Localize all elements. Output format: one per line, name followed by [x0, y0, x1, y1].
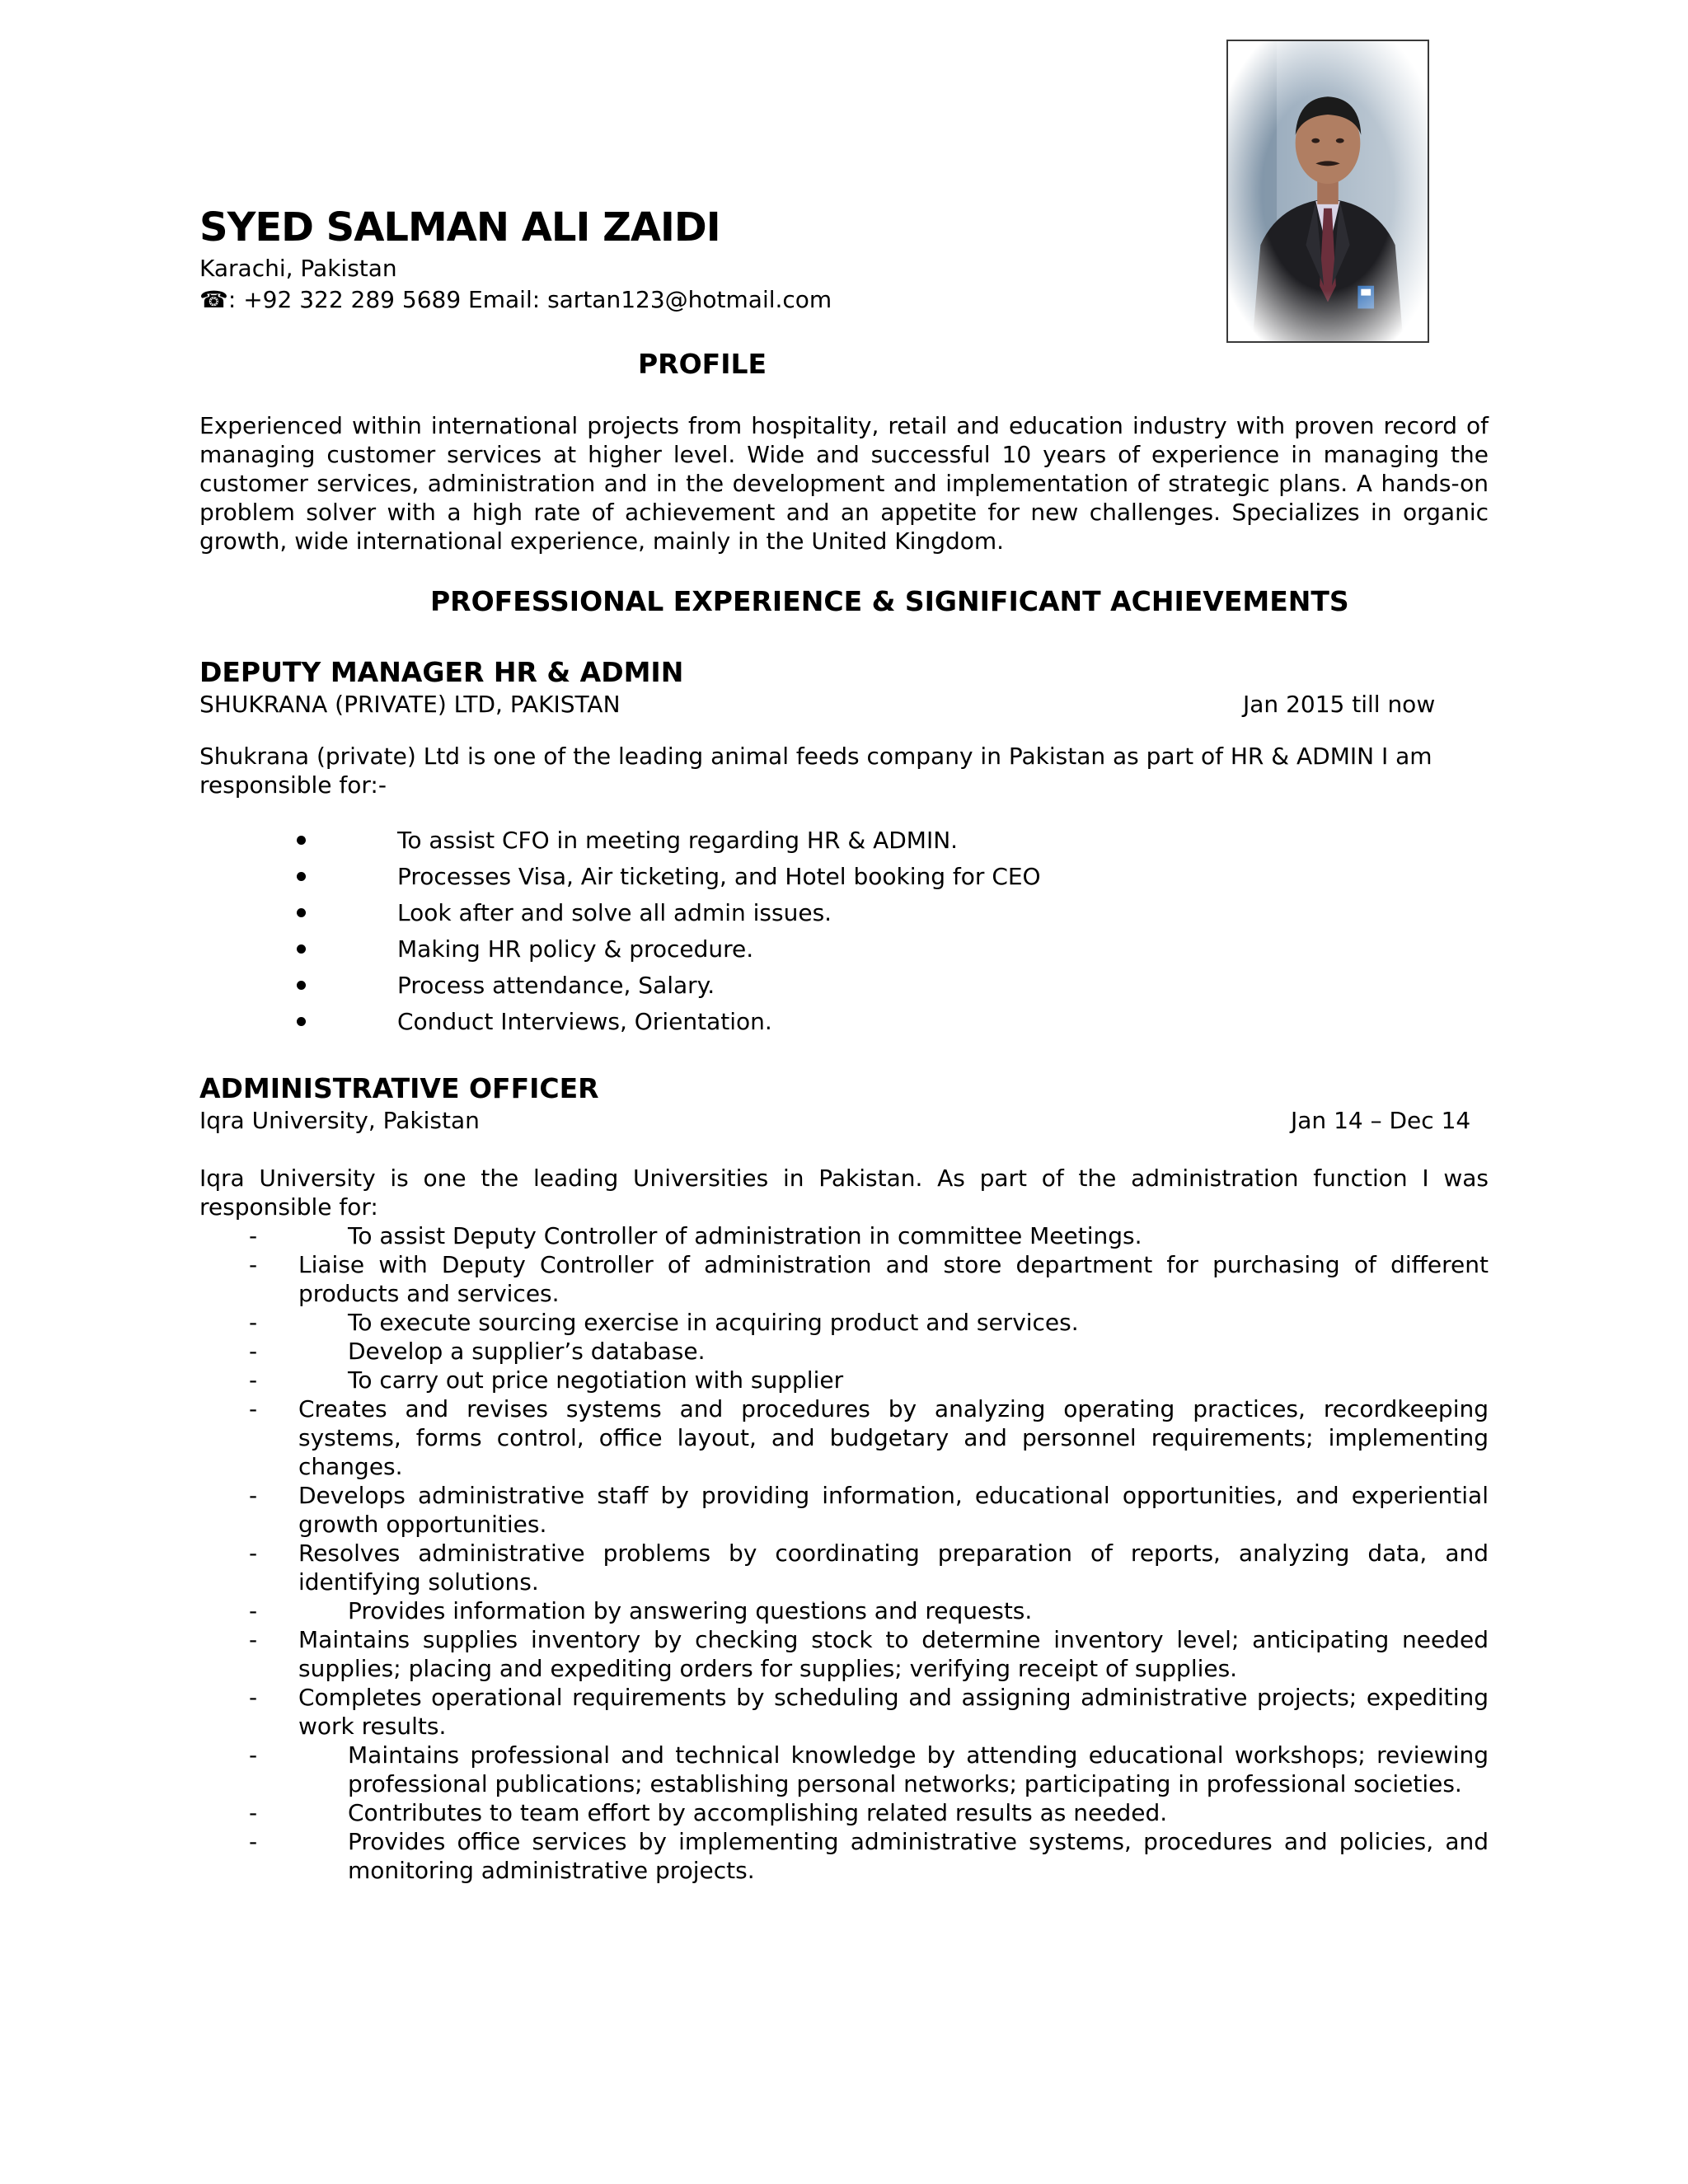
bullet-icon [297, 872, 306, 881]
job-title: DEPUTY MANAGER HR & ADMIN [199, 656, 684, 688]
list-item: - Develops administrative staff by providing information, educational opportunities, and experiential growth opportunities. [249, 1482, 1489, 1538]
employer: SHUKRANA (PRIVATE) LTD, PAKISTAN [199, 691, 621, 718]
list-item: - To carry out price negotiation with supplier [249, 1366, 844, 1394]
list-item: - Maintains supplies inventory by checking stock to determine inventory level; anticipating needed supplies; placing and expediting orders for supplies; verifying receipt of supplies. [249, 1626, 1489, 1682]
portrait-image [1228, 41, 1428, 341]
list-item: - Liaise with Deputy Controller of administration and store department for purchasing of different products and services. [249, 1251, 1489, 1307]
list-item: - Provides office services by implementing administrative systems, procedures and policies, and monitoring administrative projects. [249, 1828, 1489, 1884]
list-item: - To execute sourcing exercise in acquiring product and services. [249, 1309, 1079, 1336]
list-item: - Completes operational requirements by scheduling and assigning administrative projects; expediting work results. [249, 1684, 1489, 1740]
list-item: - To assist Deputy Controller of administration in committee Meetings. [249, 1222, 1142, 1249]
list-item: Process attendance, Salary. [297, 968, 1041, 1004]
profile-photo [1226, 40, 1429, 343]
contact-info: ☎: +92 322 289 5689 Email: sartan123@hotmail.com [199, 286, 832, 313]
duties-list [199, 1221, 1489, 1885]
profile-text: Experienced within international projects from hospitality, retail and education industry with proven record of managing customer services at higher level. Wide and successful 10 years of experience in managing the customer services, administration and in the development and implementation of strategic plans. A hands-on problem solver with a high rate of achievement and an appetite for new challenges. Specializes in organic growth, wide international experience, mainly in the United Kingdom. [199, 412, 1489, 555]
bullet-icon [297, 836, 306, 845]
list-item: To assist CFO in meeting regarding HR & ADMIN. [297, 823, 1041, 859]
profile-heading: PROFILE [638, 348, 767, 380]
list-item: Conduct Interviews, Orientation. [297, 1004, 1041, 1040]
job-title: ADMINISTRATIVE OFFICER [199, 1072, 599, 1104]
candidate-name: SYED SALMAN ALI ZAIDI [199, 204, 720, 251]
location: Karachi, Pakistan [199, 255, 397, 282]
job-intro: Shukrana (private) Ltd is one of the leading animal feeds company in Pakistan as part of HR & ADMIN I am responsible for:- [199, 743, 1432, 799]
bullet-icon [297, 1017, 306, 1026]
list-item: - Maintains professional and technical knowledge by attending educational workshops; reviewing professional publications; establishing personal networks; participating in professional societies. [249, 1741, 1489, 1797]
list-item: - Resolves administrative problems by coordinating preparation of reports, analyzing data, and identifying solutions. [249, 1540, 1489, 1596]
list-item: - Contributes to team effort by accomplishing related results as needed. [249, 1799, 1168, 1826]
list-item: Processes Visa, Air ticketing, and Hotel booking for CEO [297, 859, 1041, 895]
bullet-icon [297, 944, 306, 954]
bullet-icon [297, 981, 306, 990]
list-item: Making HR policy & procedure. [297, 931, 1041, 968]
bullet-icon [297, 908, 306, 917]
job-dates: Jan 14 – Dec 14 [1291, 1107, 1471, 1134]
job-intro: Iqra University is one the leading Universities in Pakistan. As part of the administration function I was responsible for: [199, 1165, 1489, 1221]
duties-list [297, 823, 1041, 1040]
list-item: - Provides information by answering questions and requests. [249, 1597, 1033, 1624]
employer: Iqra University, Pakistan [199, 1107, 480, 1134]
experience-heading: PROFESSIONAL EXPERIENCE & SIGNIFICANT ACHIEVEMENTS [430, 585, 1349, 617]
list-item: - Develop a supplier’s database. [249, 1338, 706, 1365]
job-dates: Jan 2015 till now [1243, 691, 1436, 718]
list-item: Look after and solve all admin issues. [297, 895, 1041, 931]
list-item: - Creates and revises systems and procedures by analyzing operating practices, recordkeeping systems, forms control, office layout, and budgetary and personnel requirements; implementing changes. [249, 1395, 1489, 1480]
